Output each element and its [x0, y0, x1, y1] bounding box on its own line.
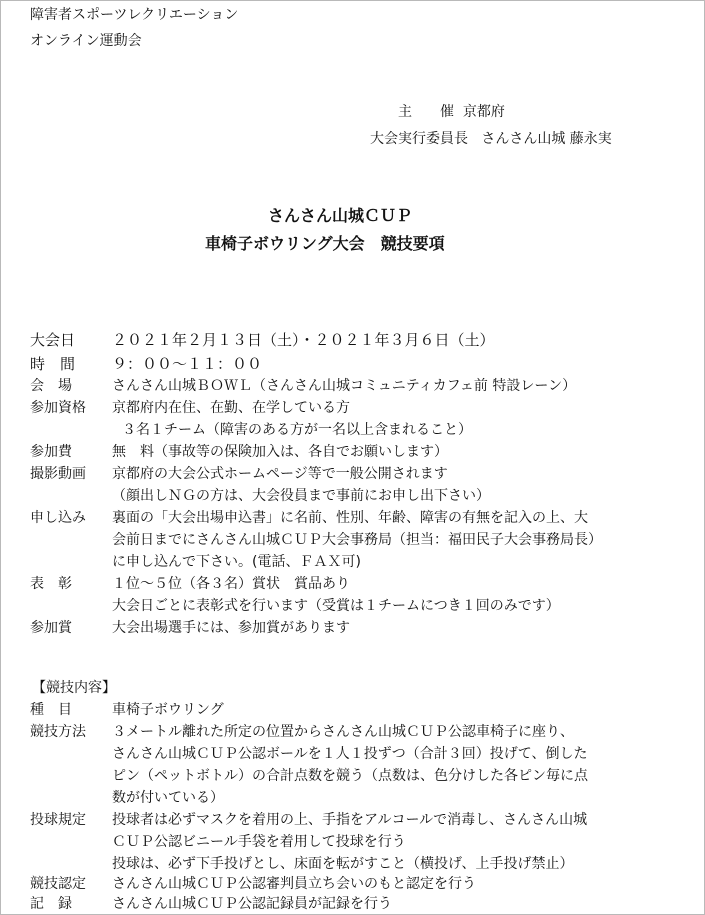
item-venue-label: 会 場	[30, 378, 72, 394]
item-apply-label: 申し込み	[30, 510, 86, 526]
organizer-value: 京都府	[462, 104, 505, 120]
header-line-1: 障害者スポーツレクリエーション	[30, 7, 239, 23]
competition-record-value: さんさん山城ＣＵＰ公認記録員が記録を行う	[112, 896, 392, 912]
item-date-value: ２０２１年２月１３日（土）・２０２１年３月６日（土）	[112, 331, 495, 349]
document-title-line-2: 車椅子ボウリング大会 競技要項	[205, 234, 445, 253]
item-eligibility	[30, 397, 350, 419]
competition-record-label: 記 録	[30, 896, 72, 912]
item-fee-value: 無 料（事故等の保険加入は、各自でお願いします）	[112, 444, 448, 460]
item-award-value: １位～５位（各３名）賞状 賞品あり	[112, 576, 350, 592]
competition-rules	[30, 809, 587, 831]
item-award	[30, 573, 350, 595]
item-video-value: 京都府の大会公式ホームページ等で一般公開されます	[112, 466, 448, 482]
item-date	[30, 329, 495, 351]
item-venue-value: さんさん山城ＢＯＷＬ（さんさん山城コミュニティカフェ前 特設レーン）	[112, 378, 577, 394]
competition-method-value: ３メートル離れた所定の位置からさんさん山城ＣＵＰ公認車椅子に座り、	[112, 724, 574, 740]
competition-rules-line-2: ＣＵＰ公認ビニール手袋を着用して投球を行う	[112, 834, 406, 850]
chair-line	[370, 128, 612, 150]
item-fee-label: 参加費	[30, 444, 72, 460]
item-award-label: 表 彰	[30, 576, 72, 592]
item-apply-line-3: に申し込んで下さい。(電話、ＦＡＸ可)	[112, 554, 361, 570]
competition-event-label: 種 目	[30, 702, 72, 718]
competition-rules-line-3: 投球は、必ず下手投げとし、床面を転がすこと（横投げ、上手投げ禁止）	[112, 856, 574, 872]
item-time	[30, 353, 262, 375]
item-apply-value: 裏面の「大会出場申込書」に名前、性別、年齢、障害の有無を記入の上、大	[112, 510, 588, 526]
item-time-label: 時 間	[30, 355, 76, 373]
competition-event	[30, 699, 224, 721]
item-fee	[30, 441, 448, 463]
competition-method-line-4: 数が付いている）	[112, 790, 224, 806]
item-participation-value: 大会出場選手には、参加賞があります	[112, 620, 350, 636]
competition-method-label: 競技方法	[30, 724, 86, 740]
competition-record	[30, 893, 392, 915]
organizer-label: 主 催	[398, 104, 454, 120]
organizer-line	[398, 101, 505, 123]
item-eligibility-line-2: ３名１チーム（障害のある方が一名以上含まれること）	[122, 422, 472, 438]
document-title-line-1: さんさん山城ＣＵＰ	[268, 206, 413, 225]
competition-heading: 【競技内容】	[32, 680, 116, 696]
competition-rules-value: 投球者は必ずマスクを着用の上、手指をアルコールで消毒し、さんさん山城	[112, 812, 588, 828]
item-date-label: 大会日	[30, 331, 76, 349]
item-award-line-2: 大会日ごとに表彰式を行います（受賞は１チームにつき１回のみです）	[112, 598, 560, 614]
item-apply-line-2: 会前日までにさんさん山城ＣＵＰ大会事務局（担当：福田民子大会事務局長）	[112, 532, 602, 548]
competition-judging-value: さんさん山城ＣＵＰ公認審判員立ち会いのもと認定を行う	[112, 876, 476, 892]
chair-label: 大会実行委員長	[370, 131, 468, 147]
competition-judging-label: 競技認定	[30, 876, 86, 892]
item-venue	[30, 375, 576, 397]
competition-judging	[30, 873, 476, 895]
chair-value: さんさん山城 藤永実	[481, 131, 612, 147]
competition-method	[30, 721, 574, 743]
item-participation-label: 参加賞	[30, 620, 72, 636]
item-time-value: ９：００～１１：００	[112, 355, 263, 373]
competition-event-value: 車椅子ボウリング	[112, 702, 224, 718]
item-apply	[30, 507, 588, 529]
item-video	[30, 463, 448, 485]
competition-rules-label: 投球規定	[30, 812, 86, 828]
item-video-label: 撮影動画	[30, 466, 86, 482]
competition-method-line-3: ピン（ペットボトル）の合計点数を競う（点数は、色分けした各ピン毎に点	[112, 768, 588, 784]
header-line-2: オンライン運動会	[30, 33, 142, 49]
item-eligibility-value: 京都府内在住、在勤、在学している方	[112, 400, 350, 416]
competition-method-line-2: さんさん山城ＣＵＰ公認ボールを１人１投ずつ（合計３回）投げて、倒した	[112, 746, 588, 762]
item-eligibility-label: 参加資格	[30, 400, 86, 416]
item-video-line-2: （顔出しＮＧの方は、大会役員まで事前にお申し出下さい）	[112, 488, 490, 504]
item-participation	[30, 617, 350, 639]
